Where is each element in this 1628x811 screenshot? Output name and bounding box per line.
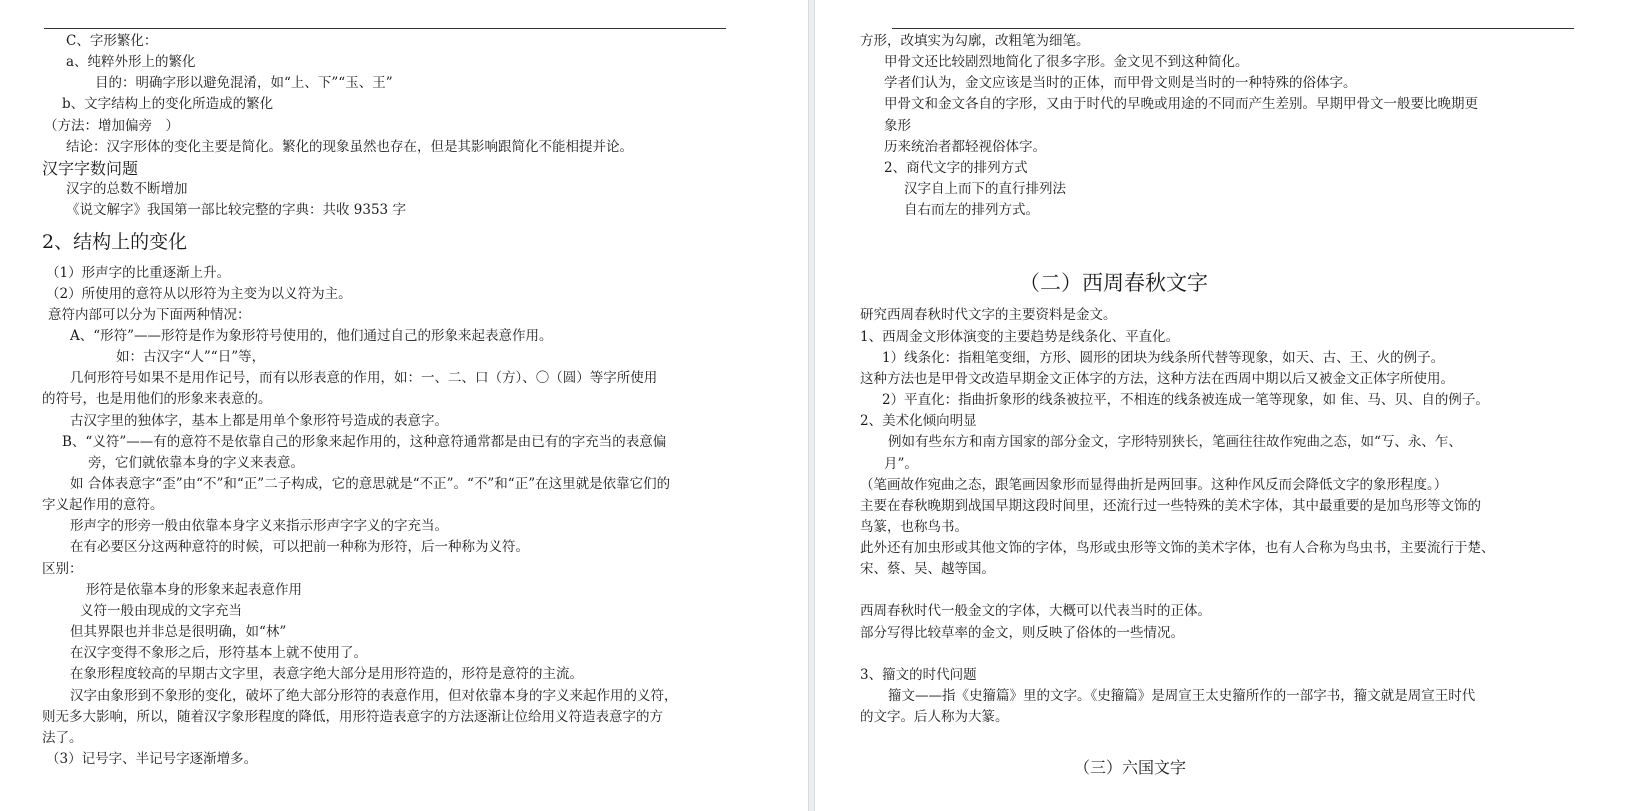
text-line: 汉字的总数不断增加	[66, 181, 188, 197]
document-page-left	[0, 0, 808, 811]
section-heading: 2、结构上的变化	[42, 231, 188, 253]
text-line: 这种方法也是甲骨文改造早期金文正体字的方法，这种方法在西周中期以后又被金文正体字所使用。	[860, 371, 1454, 387]
text-line: 在有必要区分这两种意符的时候，可以把前一种称为形符，后一种称为义符。	[70, 539, 529, 555]
text-line: 月”。	[884, 456, 918, 472]
text-line: 历来统治者都轻视俗体字。	[884, 139, 1046, 155]
text-line: 3、籀文的时代问题	[860, 667, 977, 683]
document-page-right	[815, 0, 1628, 811]
text-line: 西周春秋时代一般金文的字体，大概可以代表当时的正体。	[860, 603, 1211, 619]
text-line: C、字形繁化：	[66, 33, 158, 49]
text-line: 例如有些东方和南方国家的部分金文，字形特别狭长，笔画往往故作宛曲之态，如“丂、永、乍、	[888, 434, 1462, 450]
text-line: 旁，它们就依靠本身的字义来表意。	[88, 455, 304, 471]
text-line: 甲骨文和金文各自的字形，又由于时代的早晚或用途的不同而产生差别。早期甲骨文一般要比晚期更	[884, 96, 1478, 112]
text-line: 结论：汉字形体的变化主要是简化。繁化的现象虽然也存在，但是其影响跟简化不能相提并论。	[66, 139, 633, 155]
text-line: 则无多大影响，所以，随着汉字象形程度的降低，用形符造表意字的方法逐渐让位给用义符造表意字的方	[42, 709, 663, 725]
text-line: 如：古汉字“人”“日”等，	[116, 349, 266, 365]
text-line: （方法：增加偏旁 ）	[44, 118, 179, 134]
text-line: 1、西周金文形体演变的主要趋势是线条化、平直化。	[860, 329, 1180, 345]
text-line: 《说文解字》我国第一部比较完整的字典：共收 9353 字	[66, 202, 406, 218]
text-line: 区别：	[42, 561, 83, 577]
text-line: 鸟篆，也称鸟书。	[860, 519, 968, 535]
text-line: （1）形声字的比重逐渐上升。	[46, 265, 231, 281]
text-line: 此外还有加虫形或其他文饰的字体，鸟形或虫形等文饰的美术字体，也有人合称为鸟虫书，主要流行于楚、	[860, 540, 1495, 556]
text-line: 学者们认为，金文应该是当时的正体，而甲骨文则是当时的一种特殊的俗体字。	[884, 75, 1357, 91]
text-line: 籀文——指《史籀篇》里的文字。《史籀篇》是周宣王太史籀所作的一部字书，籀文就是周宣王时代	[888, 688, 1476, 704]
header-rule	[892, 28, 1574, 29]
text-line: 部分写得比较草率的金文，则反映了俗体的一些情况。	[860, 625, 1184, 641]
text-line: 几何形符号如果不是用作记号，而有以形表意的作用，如：一、二、口（方）、〇（圆）等字所使用	[70, 370, 658, 386]
text-line: 2、商代文字的排列方式	[884, 160, 1028, 176]
text-line: b、文字结构上的变化所造成的繁化	[62, 96, 274, 112]
text-line: 意符内部可以分为下面两种情况：	[48, 307, 251, 323]
text-line: 在象形程度较高的早期古文字里，表意字绝大部分是用形符造的，形符是意符的主流。	[70, 666, 583, 682]
text-line: 方形，改填实为勾廓，改粗笔为细笔。	[860, 33, 1090, 49]
section-heading: 汉字字数问题	[42, 159, 139, 178]
text-line: 自右而左的排列方式。	[904, 202, 1039, 218]
text-line: 在汉字变得不象形之后，形符基本上就不使用了。	[70, 645, 367, 661]
text-line: 1）线条化：指粗笔变细，方形、圆形的团块为线条所代替等现象，如天、古、王、火的例子。	[882, 350, 1445, 366]
text-line: 如 合体表意字“歪”由“不”和“正”二子构成，它的意思就是“不正”。“不”和“正”在这里就是依靠它们的	[70, 476, 671, 492]
text-line: 2）平直化：指曲折象形的线条被拉平，不相连的线条被连成一笔等现象，如 隹、马、贝、自的例子。	[882, 392, 1489, 408]
section-heading: （二）西周春秋文字	[1019, 271, 1208, 295]
text-line: 汉字由象形到不象形的变化，破坏了绝大部分形符的表意作用，但对依靠本身的字义来起作用的义符，	[70, 688, 678, 704]
text-line: 字义起作用的意符。	[42, 497, 164, 513]
text-line: 宋、蔡、吴、越等国。	[860, 561, 995, 577]
page-gutter	[808, 0, 815, 811]
header-rule	[44, 28, 726, 29]
text-line: 甲骨文还比较剧烈地简化了很多字形。金文见不到这种简化。	[884, 54, 1249, 70]
text-line: 研究西周春秋时代文字的主要资料是金文。	[860, 307, 1117, 323]
text-line: 目的：明确字形以避免混淆，如“上、下”“玉、王”	[95, 75, 393, 91]
text-line: 主要在春秋晚期到战国早期这段时间里，还流行过一些特殊的美术字体，其中最重要的是加鸟形等文饰的	[860, 498, 1481, 514]
text-line: A、“形符”——形符是作为象形符号使用的，他们通过自己的形象来起表意作用。	[70, 328, 553, 344]
text-line: 义符一般由现成的文字充当	[80, 603, 242, 619]
section-heading: （三）六国文字	[1074, 758, 1187, 777]
text-line: （2）所使用的意符从以形符为主变为以义符为主。	[46, 286, 352, 302]
text-line: 2、美术化倾向明显	[860, 413, 977, 429]
text-line: 的文字。后人称为大篆。	[860, 709, 1009, 725]
text-line: 法了。	[42, 730, 83, 746]
text-line: B、“义符”——有的意符不是依靠自己的形象来起作用的，这种意符通常都是由已有的字充当的表意偏	[62, 434, 667, 450]
text-line: a、纯粹外形上的繁化	[66, 54, 196, 70]
text-line: 象形	[884, 118, 911, 134]
text-line: 形符是依靠本身的形象来起表意作用	[86, 582, 302, 598]
text-line: 形声字的形旁一般由依靠本身字义来指示形声字字义的字充当。	[70, 518, 448, 534]
text-line: 但其界限也并非总是很明确，如“林”	[70, 624, 287, 640]
text-line: 古汉字里的独体字，基本上都是用单个象形符号造成的表意字。	[70, 413, 448, 429]
text-line: 的符号，也是用他们的形象来表意的。	[42, 391, 272, 407]
text-line: 汉字自上而下的直行排列法	[904, 181, 1066, 197]
text-line: （笔画故作宛曲之态，跟笔画因象形而显得曲折是两回事。这种作风反而会降低文字的象形程度。）	[860, 477, 1448, 493]
text-line: （3）记号字、半记号字逐渐增多。	[46, 751, 258, 767]
